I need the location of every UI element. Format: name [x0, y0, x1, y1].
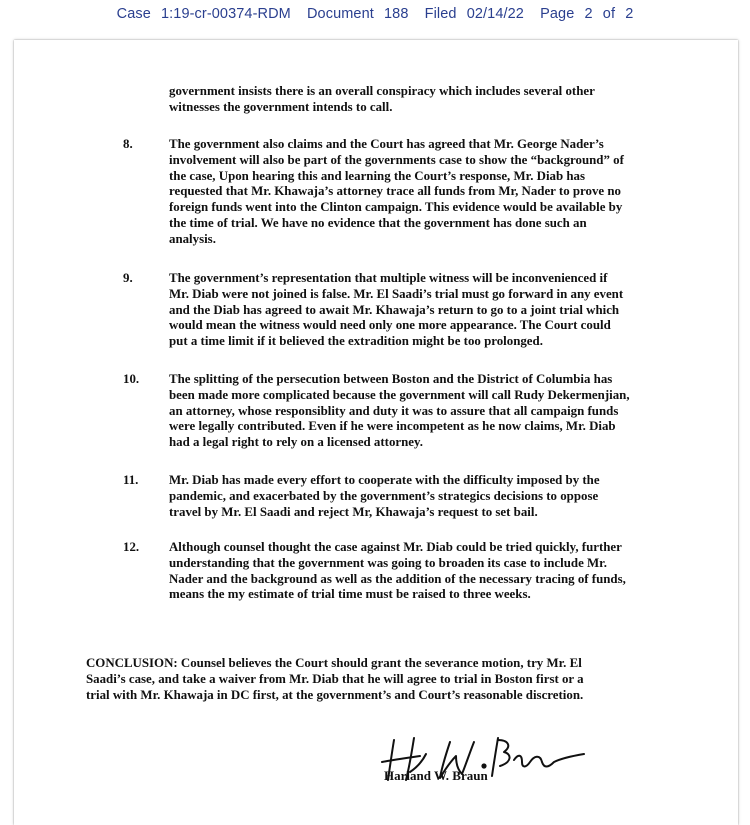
document-number: Document 188: [306, 6, 409, 22]
paragraph-text: [169, 473, 654, 520]
intro-line: witnesses the government intends to call.: [169, 99, 393, 114]
paragraph-line: were legally contributed. Even if he were incompetent as he now claims, Mr. Diab: [169, 419, 616, 434]
paragraph-line: had a legal right to rely on a licensed attorney.: [169, 435, 423, 450]
intro-line: government insists there is an overall conspiracy which includes several other: [169, 84, 595, 98]
paragraph-line: The splitting of the persecution between Boston and the District of Columbia has: [169, 372, 613, 386]
paragraph-number: 9.: [123, 271, 133, 285]
paragraph-line: Nader and the background as well as the addition of the necessary tracing of funds,: [169, 571, 626, 586]
paragraph-line: pandemic, and exacerbated by the government’s strategics decisions to oppose: [169, 488, 599, 503]
intro-text: [169, 84, 639, 116]
conclusion: [86, 656, 656, 703]
page-indicator: Page 2 of 2: [540, 6, 634, 22]
paragraph-line: put a time limit if it believed the extradition might be too prolonged.: [169, 334, 543, 349]
paragraph-number: 12.: [123, 540, 140, 554]
paragraph-number: 11.: [123, 473, 139, 487]
paragraph-number: 8.: [123, 137, 133, 151]
paragraph-line: involvement will also be part of the governments case to show the “background” of: [169, 152, 624, 167]
paragraph-line: requested that Mr. Khawaja’s attorney trace all funds from Mr, Nader to prove no: [169, 184, 621, 199]
paragraph-number: 10.: [123, 372, 140, 386]
paragraph-line: Although counsel thought the case against Mr. Diab could be tried quickly, further: [169, 540, 622, 554]
paragraph-text: [169, 271, 654, 350]
paragraph-line: and the Diab has agreed to await Mr. Khawaja’s return to go to a joint trial which: [169, 302, 620, 317]
paragraph-line: been made more complicated because the government will call Rudy Dekermenjian,: [169, 387, 630, 402]
paragraph-line: the case, Upon hearing this and learning the Court’s response, Mr. Diab has: [169, 168, 585, 183]
case-header: [0, 6, 750, 22]
paragraph-text: [169, 540, 654, 603]
paragraph-line: travel by Mr. El Saadi and reject Mr, Khawaja’s request to set bail.: [169, 504, 538, 519]
signatory-name: Harland W. Braun: [384, 768, 488, 783]
paragraph-line: The government’s representation that multiple witness will be inconvenienced if: [169, 271, 608, 285]
conclusion-line: CONCLUSION: Counsel believes the Court should grant the severance motion, try Mr. El: [86, 656, 582, 670]
conclusion-line: trial with Mr. Khawaja in DC first, at the government’s and Court’s reasonable discretion.: [86, 687, 584, 702]
conclusion-line: Saadi’s case, and take a waiver from Mr. Diab that he will agree to trial in Boston first or a: [86, 671, 584, 686]
paragraph-line: Mr. Diab were not joined is false. Mr. El Saadi’s trial must go forward in any event: [169, 286, 624, 301]
paragraph-line: analysis.: [169, 231, 216, 246]
paragraph-text: [169, 372, 654, 451]
case-number: Case 1:19-cr-00374-RDM: [116, 6, 291, 22]
paragraph-text: [169, 137, 654, 248]
paragraph-line: The government also claims and the Court has agreed that Mr. George Nader’s: [169, 137, 604, 151]
paragraph-line: Mr. Diab has made every effort to cooperate with the difficulty imposed by the: [169, 473, 600, 487]
paragraph-line: foreign funds went into the Clinton campaign. This evidence would be available by: [169, 200, 623, 215]
paragraph-line: means the my estimate of trial time must be raised to three weeks.: [169, 587, 531, 602]
filed-date: Filed 02/14/22: [424, 6, 524, 22]
paragraph-line: would mean the witness would need only one more appearance. The Court could: [169, 318, 611, 333]
paragraph-line: the time of trial. We have no evidence that the government has done such an: [169, 215, 587, 230]
paragraph-line: understanding that the government was going to broaden its case to include Mr.: [169, 555, 607, 570]
paragraph-line: an attorney, whose responsiblity and duty it was to assure that all campaign funds: [169, 403, 619, 418]
